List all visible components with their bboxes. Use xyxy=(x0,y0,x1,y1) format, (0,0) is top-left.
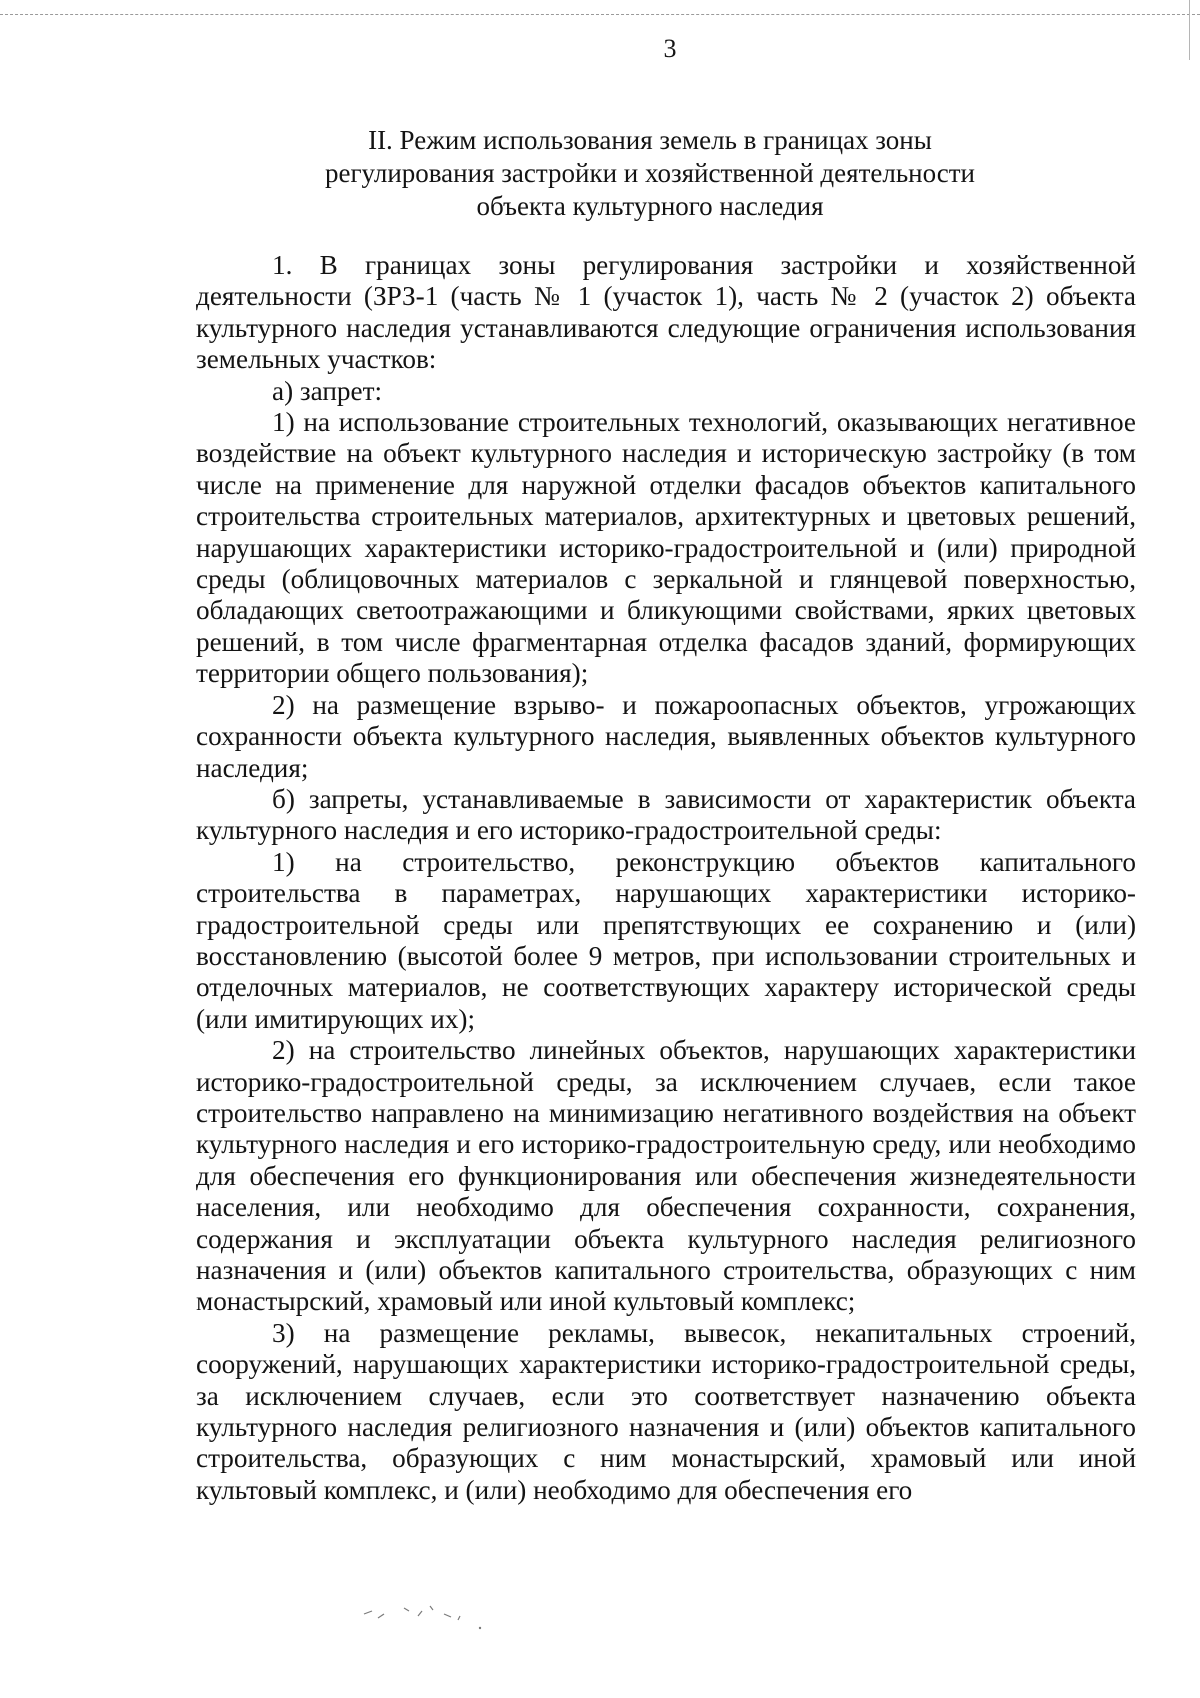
paragraph-a-prohibition: а) запрет: xyxy=(272,375,383,406)
paragraph-a2: 2) на размещение взрыво- и пожароопасных объектов, угрожающих сохранности объекта культурного наследия, выявленных объектов культурного наследия; xyxy=(196,689,1136,783)
section-heading-line: объекта культурного наследия xyxy=(476,191,824,221)
paragraph-b2: 2) на строительство линейных объектов, нарушающих характеристики историко-градостроительной среды, за исключением случаев, если такое строительство направлено на минимизацию негативного воздействия на объект культурного наследия и его историко-градостроительную среду, или необходимо для обеспечения его функционирования или обеспечения жизнедеятельности населения, или необходимо для обеспечения сохранности, сохранения, содержания и эксплуатации объекта культурного наследия религиозного назначения и (или) объектов капитального строительства, образующих с ним монастырский, храмовый или иной культовый комплекс; xyxy=(196,1035,1136,1317)
scan-edge-top xyxy=(0,14,1200,15)
section-heading-line: II. Режим использования земель в границах зоны xyxy=(368,125,932,155)
paragraph-b-prohibitions: б) запреты, устанавливаемые в зависимости от характеристик объекта культурного наследия и его историко-градостроительной среды: xyxy=(196,783,1136,846)
document-body xyxy=(196,250,1136,1506)
paragraph-1-intro: 1. В границах зоны регулирования застройки и хозяйственной деятельности (ЗРЗ-1 (часть № 1 (участок 1), часть № 2 (участок 2) объекта культурного наследия устанавливаются следующие ограничения использования земельных участков: xyxy=(196,250,1136,375)
paragraph-a1: 1) на использование строительных технологий, оказывающих негативное воздействие на объект культурного наследия и историческую застройку (в том числе на применение для наружной отделки фасадов объектов капитального строительства строительных материалов, архитектурных и цветовых решений, нарушающих характеристики историко-градостроительной и (или) природной среды (облицовочных материалов с зеркальной и глянцевой поверхностью, обладающих светоотражающими и бликующими свойствами, ярких цветовых решений, в том числе фрагментарная отделка фасадов зданий, формирующих территории общего пользования); xyxy=(196,407,1136,689)
section-heading xyxy=(190,124,1110,223)
section-heading-line: регулирования застройки и хозяйственной деятельности xyxy=(325,158,975,188)
scan-specks xyxy=(360,1596,560,1636)
page-number: 3 xyxy=(663,34,677,63)
paragraph-b1: 1) на строительство, реконструкцию объектов капитального строительства в параметрах, нарушающих характеристики историко-градостроительной среды или препятствующих ее сохранению и (или) восстановлению (высотой более 9 метров, при использовании строительных и отделочных материалов, не соответствующих характеру исторической среды (или имитирующих их); xyxy=(196,846,1136,1034)
paragraph-b3: 3) на размещение рекламы, вывесок, некапитальных строений, сооружений, нарушающих характеристики историко-градостроительной среды, за исключением случаев, если это соответствует назначению объекта культурного наследия религиозного назначения и (или) объектов капитального строительства, образующих с ним монастырский, храмовый или иной культовый комплекс, и (или) необходимо для обеспечения его xyxy=(196,1317,1136,1505)
